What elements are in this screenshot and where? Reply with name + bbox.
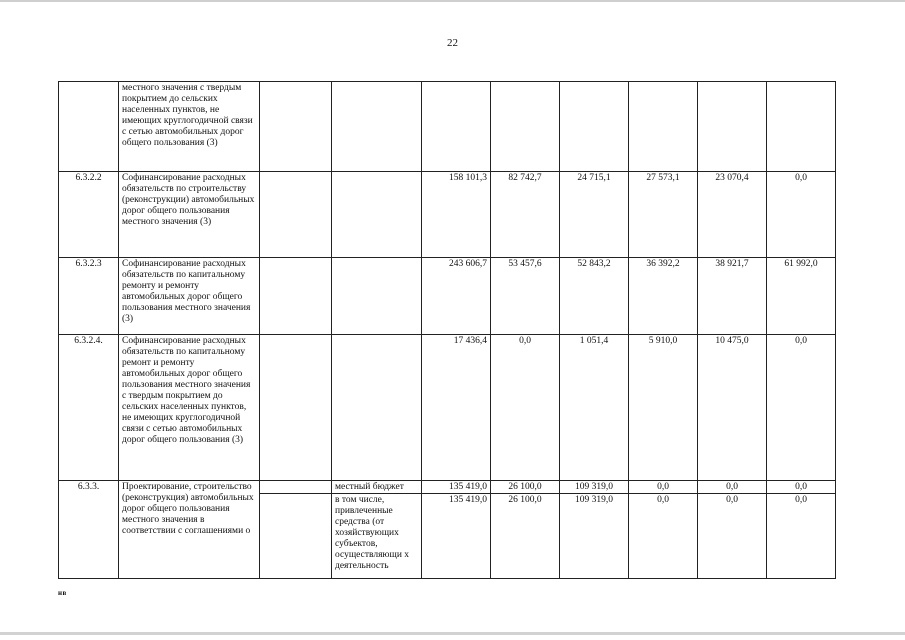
row-value: 109 319,0 bbox=[560, 481, 629, 494]
table-row bbox=[59, 172, 836, 258]
row-value: 61 992,0 bbox=[767, 258, 836, 335]
row-blank-cell bbox=[260, 172, 332, 258]
row-value: 52 843,2 bbox=[560, 258, 629, 335]
row-value bbox=[422, 82, 491, 172]
row-code: 6.3.3. bbox=[59, 481, 119, 579]
row-source: в том числе, привлеченные средства (от хозяйствующих субъектов, осуществляющи х деятельность bbox=[332, 494, 422, 579]
row-name: Софинансирование расходных обязательств по строительству (реконструкции) автомобильных дорог общего пользования местного значения (3) bbox=[119, 172, 260, 258]
row-value: 0,0 bbox=[767, 494, 836, 579]
row-value: 38 921,7 bbox=[698, 258, 767, 335]
budget-table bbox=[58, 81, 836, 579]
row-blank-cell bbox=[260, 335, 332, 481]
table-row bbox=[59, 82, 836, 172]
row-name: Софинансирование расходных обязательств по капитальному ремонт и ремонту автомобильных дорог общего пользования местного значения с твердым покрытием до сельских населенных пунктов, не имеющих круглогодичной связи с сетью автомобильных дорог общего пользования (3) bbox=[119, 335, 260, 481]
row-source bbox=[332, 172, 422, 258]
row-value: 26 100,0 bbox=[491, 481, 560, 494]
row-value: 109 319,0 bbox=[560, 494, 629, 579]
row-value: 135 419,0 bbox=[422, 481, 491, 494]
row-value: 243 606,7 bbox=[422, 258, 491, 335]
row-value bbox=[698, 82, 767, 172]
row-blank-cell bbox=[260, 258, 332, 335]
row-code: 6.3.2.4. bbox=[59, 335, 119, 481]
row-value bbox=[491, 82, 560, 172]
row-blank-cell bbox=[260, 82, 332, 172]
table-body bbox=[59, 82, 836, 579]
row-value bbox=[767, 82, 836, 172]
table-row bbox=[59, 335, 836, 481]
row-value: 158 101,3 bbox=[422, 172, 491, 258]
row-value: 36 392,2 bbox=[629, 258, 698, 335]
row-name: местного значения с твердым покрытием до сельских населенных пунктов, не имеющих круглогодичной связи с сетью автомобильных дорог общего пользования (3) bbox=[119, 82, 260, 172]
row-value: 0,0 bbox=[491, 335, 560, 481]
row-source bbox=[332, 258, 422, 335]
row-value bbox=[629, 82, 698, 172]
row-source bbox=[332, 82, 422, 172]
row-source: местный бюджет bbox=[332, 481, 422, 494]
row-value: 0,0 bbox=[767, 172, 836, 258]
row-value: 0,0 bbox=[629, 481, 698, 494]
row-value: 23 070,4 bbox=[698, 172, 767, 258]
row-value: 0,0 bbox=[698, 481, 767, 494]
table-row bbox=[59, 258, 836, 335]
row-value: 135 419,0 bbox=[422, 494, 491, 579]
row-blank-cell bbox=[260, 494, 332, 579]
row-value: 53 457,6 bbox=[491, 258, 560, 335]
row-value: 0,0 bbox=[767, 335, 836, 481]
row-value: 0,0 bbox=[698, 494, 767, 579]
row-value: 1 051,4 bbox=[560, 335, 629, 481]
row-value: 26 100,0 bbox=[491, 494, 560, 579]
scan-edge-bottom bbox=[0, 632, 905, 635]
row-code: 6.3.2.2 bbox=[59, 172, 119, 258]
row-blank-cell bbox=[260, 481, 332, 494]
row-code: 6.3.2.3 bbox=[59, 258, 119, 335]
row-value bbox=[560, 82, 629, 172]
scan-edge-top bbox=[0, 0, 905, 2]
row-value: 27 573,1 bbox=[629, 172, 698, 258]
row-value: 17 436,4 bbox=[422, 335, 491, 481]
row-value: 5 910,0 bbox=[629, 335, 698, 481]
row-name: Проектирование, строительство (реконструкция) автомобильных дорог общего пользования местного значения в соответствии с соглашениями о bbox=[119, 481, 260, 579]
row-name: Софинансирование расходных обязательств по капитальному ремонту и ремонту автомобильных дорог общего пользования местного значения (3) bbox=[119, 258, 260, 335]
row-value: 82 742,7 bbox=[491, 172, 560, 258]
row-code bbox=[59, 82, 119, 172]
row-value: 10 475,0 bbox=[698, 335, 767, 481]
row-value: 0,0 bbox=[629, 494, 698, 579]
row-value: 24 715,1 bbox=[560, 172, 629, 258]
page-number: 22 bbox=[447, 37, 458, 49]
row-source bbox=[332, 335, 422, 481]
table-row bbox=[59, 481, 836, 494]
footer-code: нв bbox=[58, 589, 67, 597]
row-value: 0,0 bbox=[767, 481, 836, 494]
